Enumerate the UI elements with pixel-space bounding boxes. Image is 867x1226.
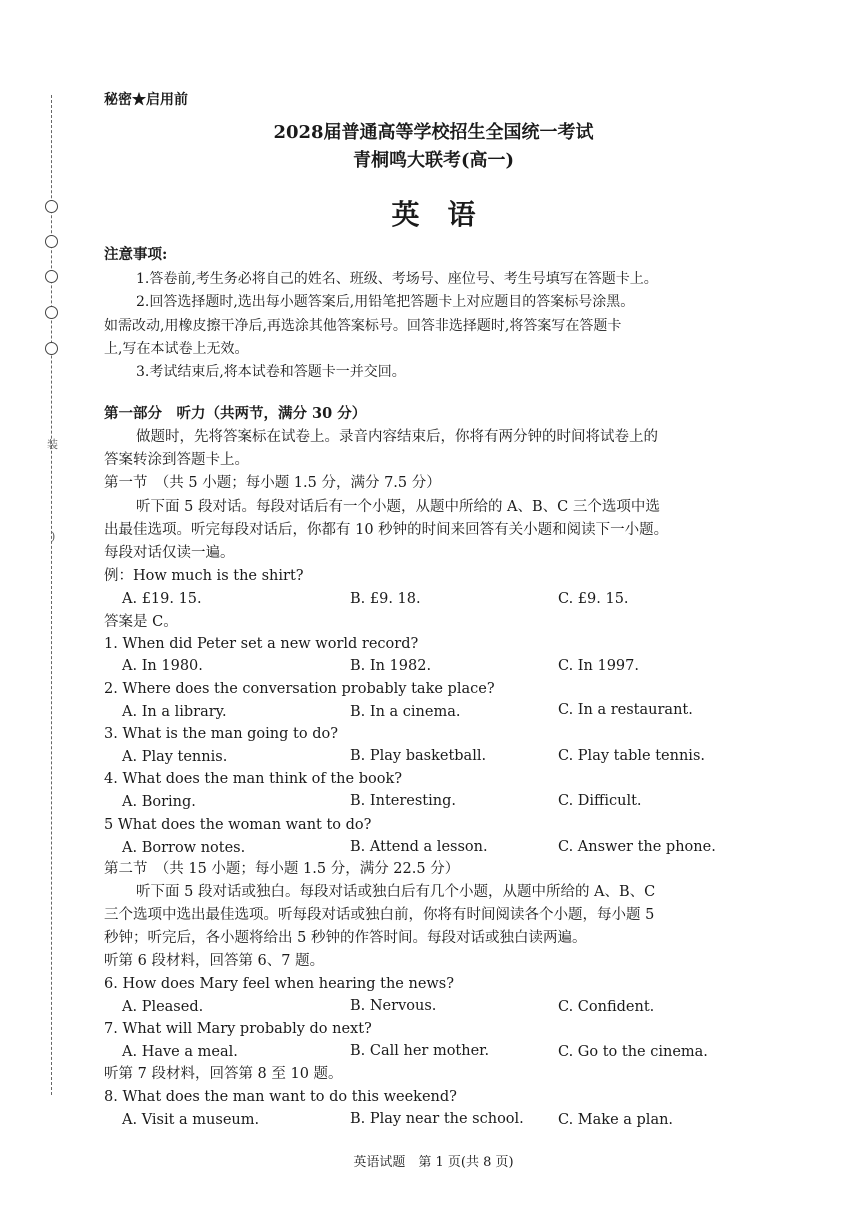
section1-intro: 出最佳选项。听完每段对话后，你都有 10 秒钟的时间来回答有关小题和阅读下一小题。 — [104, 522, 669, 538]
notice-heading: 注意事项: — [104, 246, 168, 263]
part1-intro: 做题时，先将答案标在试卷上。录音内容结束后，你将有两分钟的时间将试卷上的 — [136, 429, 658, 445]
notice-item: 上,写在本试卷上无效。 — [104, 341, 249, 357]
question: 4. What does the man think of the book? — [104, 771, 403, 787]
section2-heading: 第二节 （共 15 小题；每小题 1.5 分，满分 22.5 分） — [104, 861, 460, 877]
option-b: B. Interesting. — [350, 793, 456, 809]
option-c: C. Go to the cinema. — [558, 1044, 708, 1060]
notice-item: 3.考试结束后,将本试卷和答题卡一并交回。 — [136, 364, 406, 380]
exam-union: 青桐鸣大联考(高一) — [352, 150, 515, 171]
example-answer: 答案是 C。 — [104, 614, 178, 630]
exam-title: 2028届普通高等学校招生全国统一考试 — [273, 122, 594, 143]
question: 7. What will Mary probably do next? — [104, 1021, 372, 1037]
option-b: B. £9. 18. — [350, 591, 421, 607]
option-b: B. Nervous. — [350, 998, 437, 1014]
option-a: A. Have a meal. — [122, 1044, 238, 1060]
option-a: A. Pleased. — [122, 999, 204, 1015]
part1-heading: 第一部分 听力（共两节，满分 30 分） — [104, 405, 367, 422]
option-c: C. Answer the phone. — [558, 839, 716, 855]
binding-mark: 装 — [47, 438, 58, 451]
option-c: C. In a restaurant. — [558, 702, 693, 718]
option-b: B. Call her mother. — [350, 1043, 490, 1059]
section1-intro: 每段对话仅读一遍。 — [104, 545, 235, 561]
notice-item: 1.答卷前,考生务必将自己的姓名、班级、考场号、座位号、考生号填写在答题卡上。 — [136, 271, 658, 287]
notice-item: 如需改动,用橡皮擦干净后,再选涂其他答案标号。回答非选择题时,将答案写在答题卡 — [104, 318, 622, 334]
subject-title: 英 语 — [391, 198, 476, 231]
binding-hole — [45, 270, 58, 283]
option-a: A. Boring. — [122, 794, 196, 810]
binding-hole — [45, 306, 58, 319]
question: 8. What does the man want to do this weekend? — [104, 1089, 457, 1105]
option-c: C. Difficult. — [558, 793, 642, 809]
option-a: A. Play tennis. — [122, 749, 228, 765]
section2-intro: 三个选项中选出最佳选项。听每段对话或独白前，你将有时间阅读各个小题，每小题 5 — [104, 907, 655, 923]
option-b: B. In 1982. — [350, 658, 432, 674]
binding-hole — [45, 342, 58, 355]
option-b: B. Play near the school. — [350, 1111, 524, 1127]
option-b: B. In a cinema. — [350, 704, 461, 720]
material-instruction: 听第 7 段材料，回答第 8 至 10 题。 — [104, 1066, 343, 1082]
section1-heading: 第一节 （共 5 小题；每小题 1.5 分，满分 7.5 分） — [104, 475, 441, 491]
question: 3. What is the man going to do? — [104, 726, 338, 742]
section2-intro: 听下面 5 段对话或独白。每段对话或独白后有几个小题，从题中所给的 A、B、C — [136, 884, 656, 900]
option-c: C. Confident. — [558, 999, 655, 1015]
example-question: 例：How much is the shirt? — [104, 568, 304, 584]
material-instruction: 听第 6 段材料，回答第 6、7 题。 — [104, 953, 325, 969]
option-c: C. £9. 15. — [558, 591, 629, 607]
option-a: A. In 1980. — [122, 658, 203, 674]
option-a: A. Visit a museum. — [122, 1112, 260, 1128]
notice-item: 2.回答选择题时,选出每小题答案后,用铅笔把答题卡上对应题目的答案标号涂黑。 — [136, 294, 635, 310]
secret-label: 秘密★启用前 — [104, 92, 188, 108]
option-c: C. In 1997. — [558, 658, 639, 674]
option-a: A. £19. 15. — [122, 591, 202, 607]
page-footer: 英语试题 第 1 页(共 8 页) — [353, 1155, 514, 1170]
question: 2. Where does the conversation probably take place? — [104, 681, 495, 697]
option-a: A. Borrow notes. — [122, 840, 246, 856]
question: 6. How does Mary feel when hearing the news? — [104, 976, 455, 992]
section1-intro: 听下面 5 段对话。每段对话后有一个小题，从题中所给的 A、B、C 三个选项中选 — [136, 499, 660, 515]
option-b: B. Play basketball. — [350, 748, 487, 764]
option-c: C. Make a plan. — [558, 1112, 674, 1128]
question: 1. When did Peter set a new world record? — [104, 636, 419, 652]
option-a: A. In a library. — [122, 704, 227, 720]
section2-intro: 秒钟；听完后，各小题将给出 5 秒钟的作答时间。每段对话或独白读两遍。 — [104, 930, 587, 946]
binding-mark: ) — [51, 530, 56, 543]
option-c: C. Play table tennis. — [558, 748, 705, 764]
option-b: B. Attend a lesson. — [350, 839, 488, 855]
binding-hole — [45, 235, 58, 248]
question: 5 What does the woman want to do? — [104, 817, 372, 833]
part1-intro: 答案转涂到答题卡上。 — [104, 452, 249, 468]
